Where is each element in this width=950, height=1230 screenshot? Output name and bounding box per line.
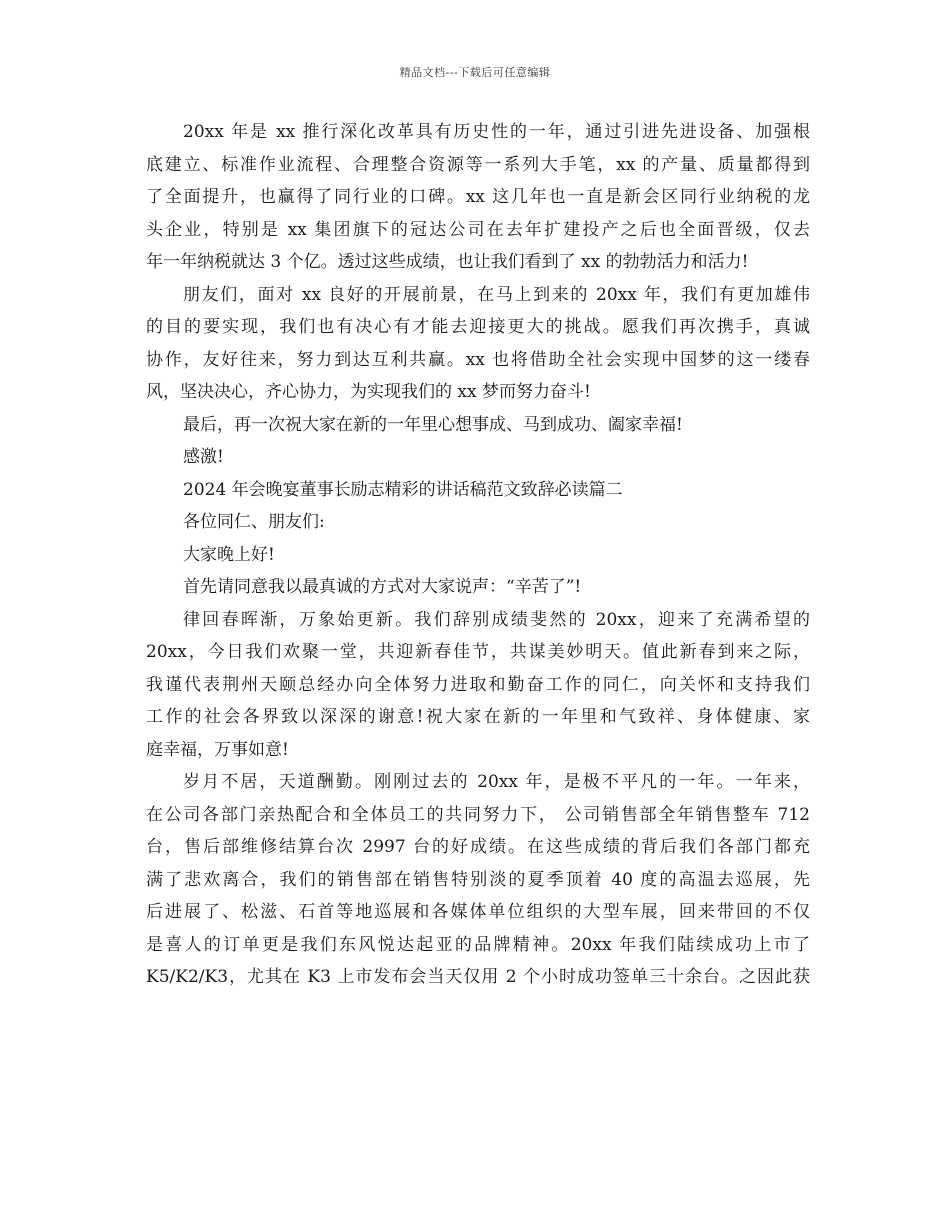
text-line: 底建立、标准作业流程、合理整合资源等一系列大手笔，xx 的产量、质量都得到	[146, 154, 810, 175]
text-line: 了全面提升，也赢得了同行业的口碑。xx 这几年也一直是新会区同行业纳税的龙	[146, 187, 810, 207]
text-line: 20xx 年是 xx 推行深化改革具有历史性的一年，通过引进先进设备、加强根	[183, 122, 810, 142]
text-line: 的目的要实现，我们也有决心有才能去迎接更大的挑战。愿我们再次携手，真诚	[146, 317, 810, 337]
text-line: K5/K2/K3，尤其在 K3 上市发布会当天仅用 2 个小时成功签单三十余台。之因此获	[146, 967, 810, 987]
text-line: 在公司各部门亲热配合和全体员工的共同努力下， 公司销售部全年销售整车 712	[146, 804, 810, 825]
text-line: 台，售后部维修结算台次 2997 台的好成绩。在这些成绩的背后我们各部门都充	[146, 837, 810, 857]
text-line: 岁月不居，天道酬勤。刚刚过去的 20xx 年，是极不平凡的一年。一年来，	[183, 772, 810, 792]
text-line: 协作，友好往来，努力到达互利共赢。xx 也将借助全社会实现中国梦的这一缕春	[146, 349, 810, 370]
text-line: 风，坚决决心，齐心协力，为实现我们的 xx 梦而努力奋斗!	[146, 382, 591, 402]
text-line: 律回春晖渐，万象始更新。我们辞别成绩斐然的 20xx，迎来了充满希望的	[183, 609, 810, 630]
text-line: 最后，再一次祝大家在新的一年里心想事成、马到成功、阖家幸福!	[183, 414, 683, 435]
page-header: 精品文档---下载后可任意编辑	[399, 66, 551, 79]
text-line: 我谨代表荆州天颐总经办向全体努力进取和勤奋工作的同仁，向关怀和支持我们	[146, 674, 810, 695]
document-body	[146, 116, 810, 994]
text-line: 年一年纳税就达 3 个亿。透过这些成绩，也让我们看到了 xx 的勃勃活力和活力!	[146, 252, 749, 272]
text-line: 是喜人的订单更是我们东风悦达起亚的品牌精神。20xx 年我们陆续成功上市了	[146, 934, 810, 955]
text-line: 各位同仁、朋友们:	[183, 512, 325, 532]
text-line: 后进展了、松滋、石首等地巡展和各媒体单位组织的大型车展，回来带回的不仅	[146, 902, 810, 922]
text-line: 工作的社会各界致以深深的谢意!祝大家在新的一年里和气致祥、身体健康、家	[146, 707, 810, 727]
text-line: 2024 年会晚宴董事长励志精彩的讲话稿范文致辞必读篇二	[183, 479, 623, 500]
text-line: 大家晚上好!	[183, 544, 275, 565]
text-line: 20xx，今日我们欢聚一堂，共迎新春佳节，共谋美妙明天。值此新春到来之际，	[146, 642, 810, 662]
text-line: 朋友们，面对 xx 良好的开展前景，在马上到来的 20xx 年，我们有更加雄伟	[183, 284, 810, 305]
text-line: 满了悲欢离合，我们的销售部在销售特别淡的夏季顶着 40 度的高温去巡展，先	[146, 869, 810, 890]
text-line: 头企业，特别是 xx 集团旗下的冠达公司在去年扩建投产之后也全面晋级，仅去	[146, 219, 810, 240]
text-line: 首先请同意我以最真诚的方式对大家说声：“辛苦了”!	[183, 577, 582, 597]
text-line: 感激!	[183, 447, 224, 467]
text-line: 庭幸福，万事如意!	[146, 739, 289, 760]
